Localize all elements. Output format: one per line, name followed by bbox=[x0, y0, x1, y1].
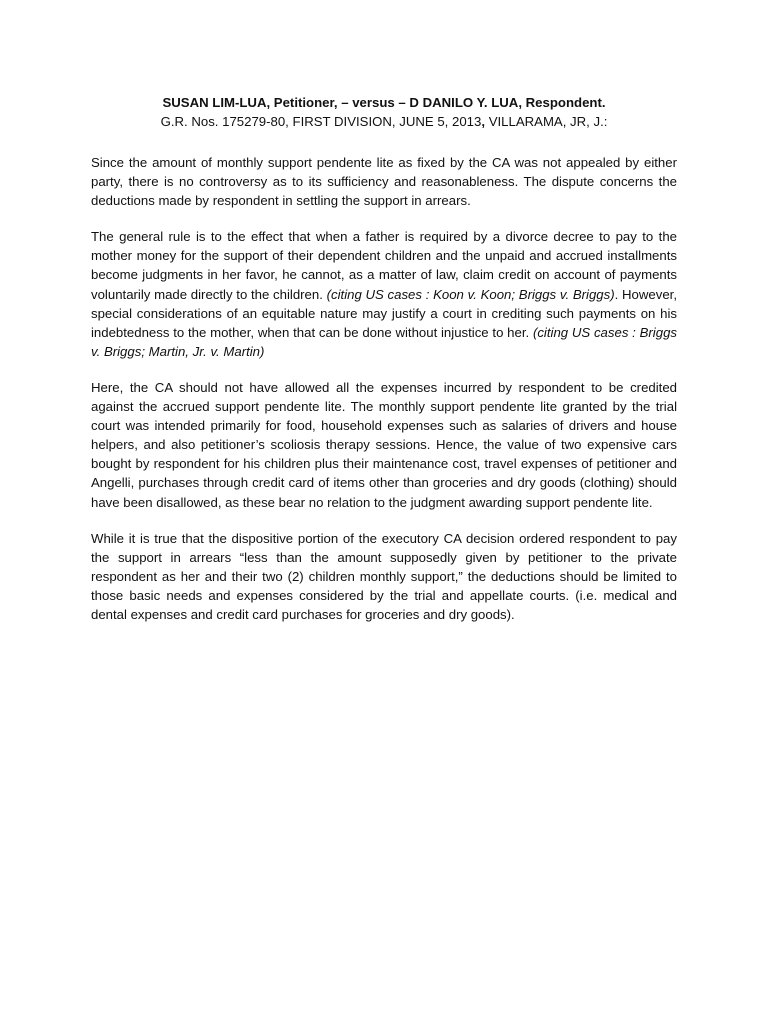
paragraph-2-text-b: . However, special considerations of an equitable nature may justify a court in crediting such payments on his indebtedness to the mother, when that can be done without injustice to her. bbox=[91, 286, 677, 340]
case-heading bbox=[91, 93, 677, 131]
case-citation bbox=[91, 112, 677, 131]
citation-part2: VILLARAMA, JR, J.: bbox=[485, 114, 608, 129]
document-page bbox=[91, 93, 677, 624]
paragraph-2-citation-b: (citing US cases : Briggs v. Briggs; Martin, Jr. v. Martin) bbox=[91, 324, 677, 359]
citation-comma: , bbox=[481, 114, 486, 129]
citation-part1: G.R. Nos. 175279-80, FIRST DIVISION, JUNE 5, 2013 bbox=[160, 114, 482, 129]
paragraph-2 bbox=[91, 227, 677, 361]
paragraph-3: Here, the CA should not have allowed all the expenses incurred by respondent to be credited against the accrued support pendente lite. The monthly support pendente lite granted by the trial court was intended primarily for food, household expenses such as salaries of drivers and house helpers, and also petitioner’s scoliosis therapy sessions. Hence, the value of two expensive cars bought by respondent for his children plus their maintenance cost, travel expenses of petitioner and Angelli, purchases through credit card of items other than groceries and dry goods (clothing) should have been disallowed, as these bear no relation to the judgment awarding support pendente lite. bbox=[91, 379, 677, 510]
case-title: SUSAN LIM-LUA, Petitioner, – versus – D DANILO Y. LUA, Respondent. bbox=[162, 95, 606, 110]
paragraph-1: Since the amount of monthly support pendente lite as fixed by the CA was not appealed by either party, there is no controversy as to its sufficiency and reasonableness. The dispute concerns the deductions made by respondent in settling the support in arrears. bbox=[91, 155, 677, 209]
paragraph-2-text-a: The general rule is to the effect that when a father is required by a divorce decree to pay to the mother money for the support of their dependent children and the unpaid and accrued installments become judgments in her favor, he cannot, as a matter of law, claim credit on account of payments voluntarily made directly to the children. bbox=[91, 229, 677, 302]
paragraph-2-citation-a: (citing US cases : Koon v. Koon; Briggs v. Briggs) bbox=[326, 286, 615, 302]
paragraph-4: While it is true that the dispositive portion of the executory CA decision ordered respondent to pay the support in arrears “less than the amount supposedly given by petitioner to the private respondent as her and their two (2) children monthly support,” the deductions should be limited to those basic needs and expenses considered by the trial and appellate courts. (i.e. medical and dental expenses and credit card purchases for groceries and dry goods). bbox=[91, 530, 677, 622]
